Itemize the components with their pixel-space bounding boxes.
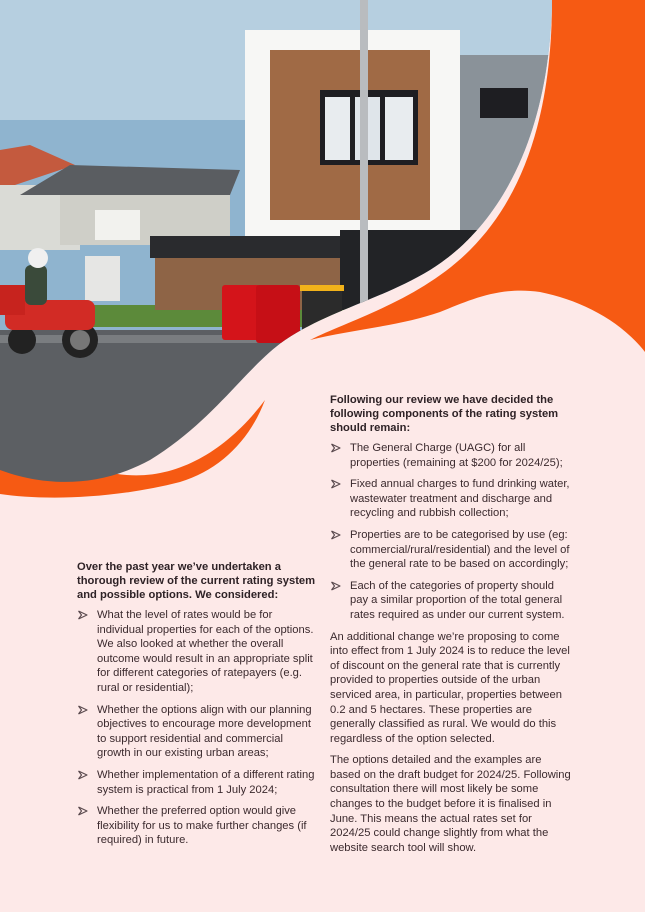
left-column: [77, 560, 317, 855]
chevron-arrow-icon: [330, 529, 342, 541]
list-item: [77, 768, 317, 797]
list-item: [330, 579, 575, 623]
list-item-text: Each of the categories of property should pay a similar proportion of the total general rates required as under our current system.: [350, 579, 565, 621]
list-item: [330, 441, 575, 470]
list-item-text: Whether the preferred option would give flexibility for us to make further changes (if required) in future.: [97, 805, 307, 847]
list-item-text: What the level of rates would be for individual properties for each of the options. We also looked at whether the overall outcome would result in an appropriate split for different categories of ratepayers (e.g. rural or residential);: [97, 609, 314, 694]
body-paragraph: An additional change we’re proposing to come into effect from 1 July 2024 is to reduce the level of discount on the general rate that is currently provided to properties outside of the urban serviced area, in particular, properties between 0.2 and 5 hectares. These properties are generally classified as rural. We would do this regardless of the option selected.: [330, 630, 570, 745]
list-item: [77, 804, 317, 848]
list-item-text: The General Charge (UAGC) for all properties (remaining at $200 for 2024/25);: [350, 442, 563, 469]
list-item-text: Whether implementation of a different rating system is practical from 1 July 2024;: [97, 768, 315, 796]
list-item-text: Whether the options align with our planning objectives to encourage more development to support residential and commercial growth in our existing urban areas;: [97, 703, 312, 760]
list-item-text: Properties are to be categorised by use (eg: commercial/rural/residential) and the level of the general rate to be based on accordingly;: [350, 528, 570, 571]
left-heading: Over the past year we’ve undertaken a thorough review of the current rating system and possible options. We considered:: [77, 561, 316, 601]
chevron-arrow-icon: [330, 580, 342, 592]
list-item: [330, 528, 575, 572]
chevron-arrow-icon: [330, 478, 342, 490]
chevron-arrow-icon: [77, 769, 89, 781]
chevron-arrow-icon: [77, 704, 89, 716]
chevron-arrow-icon: [330, 442, 342, 454]
body-paragraph: The options detailed and the examples are based on the draft budget for 2024/25. Following consultation there will most likely be some changes to the budget before it is finalised in June. This means the actual rates set for 2024/25 could change slightly from what the website search tool will show.: [330, 754, 571, 854]
chevron-arrow-icon: [77, 609, 89, 621]
list-item: [77, 608, 317, 696]
left-list: [77, 608, 317, 848]
list-item: [330, 477, 575, 521]
list-item-text: Fixed annual charges to fund drinking water, wastewater treatment and discharge and recycling and rubbish collection;: [350, 478, 570, 520]
right-list: [330, 441, 575, 623]
list-item: [77, 703, 317, 761]
chevron-arrow-icon: [77, 805, 89, 817]
right-column: [330, 393, 575, 862]
right-heading: Following our review we have decided the following components of the rating system should remain:: [330, 394, 559, 434]
